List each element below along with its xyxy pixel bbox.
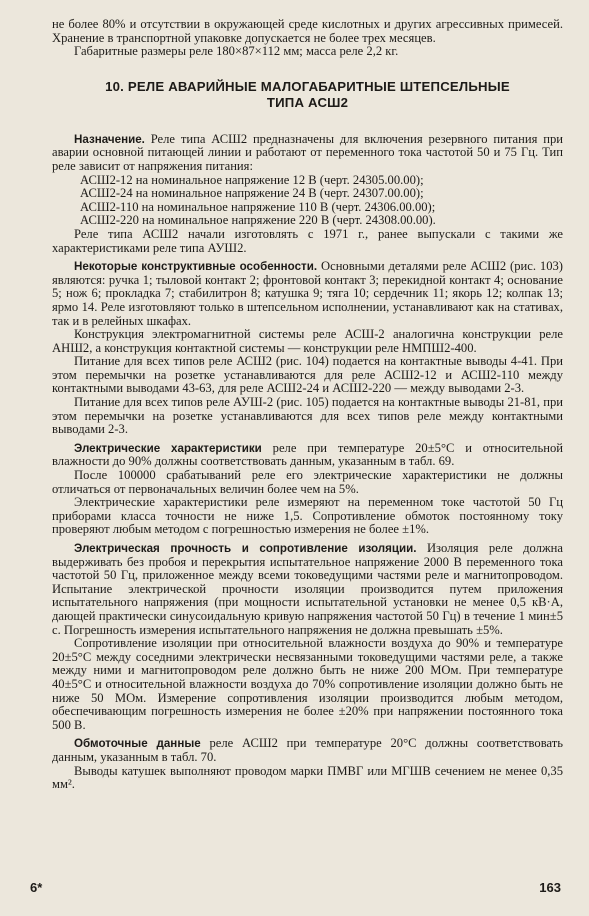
winding-p2: Выводы катушек выполняют проводом марки ПМВГ или МГШВ сечением не менее 0,35 мм². [52, 763, 563, 792]
purpose-lead: Назначение. [74, 132, 145, 146]
design-p4: Питание для всех типов реле АУШ-2 (рис. 105) подается на контактные выводы 21-81, при этом перемычки на розетке устанавливаются для всех типов реле между контактными выводами 2-3. [52, 395, 563, 437]
list-item: АСШ2-12 на номинальное напряжение 12 В (черт. 24305.00.00); [80, 172, 424, 187]
winding-lead: Обмоточные данные [74, 737, 201, 751]
design-paragraph [52, 260, 563, 328]
insulation-text: Изоляция реле должна выдерживать без пробоя и перекрытия испытательное напряжение 2000 В переменного тока частотой 50 Гц, приложенное между всеми токоведущими частями реле и магнитопроводом. Испытание электрической прочности изоляции производится путем приложения испытательного напряжения (при мощности испытательной установки не менее 0,5 кВ·А, дающей практически синусоидальную кривую напряжения частотой 50 Гц) в течение 1 мин±5 с. Погрешность измерения испытательного напряжения не должна превышать ±5%. [52, 541, 563, 637]
section-heading [52, 79, 563, 111]
winding-text: реле АСШ2 при температуре 20°C должны соответствовать данным, указанным в табл. 70. [52, 736, 563, 764]
list-item: АСШ2-110 на номинальное напряжение 110 В (черт. 24306.00.00); [80, 199, 436, 214]
list-item: АСШ2-220 на номинальное напряжение 220 В (черт. 24308.00.00). [80, 213, 436, 228]
design-lead: Некоторые конструктивные особенности. [74, 260, 318, 274]
signature-mark: 6* [30, 880, 43, 895]
winding-paragraph [52, 737, 563, 764]
section-heading-line2: ТИПА АСШ2 [266, 94, 349, 110]
insulation-p2: Сопротивление изоляции при относительной влажности воздуха до 90% и температуре 20±5°C между соседними электрически несвязанными токоведущими частями реле, а также между ними и магнитопроводом реле должно быть не ниже 200 МОм. При температуре 40±5°C и относительной влажности воздуха до 70% сопротивление изоляции должно быть не ниже 50 МОм. Измерение сопротивления изоляции производится любым методом, обеспечивающим погрешность измерения не более ±20% при напряжении постоянного тока 500 В. [52, 636, 563, 732]
intro-text: не более 80% и отсутствии в окружающей среде кислотных и других агрессивных примесей. Хранение в транспортной упаковке допускается не более трех месяцев. [52, 17, 563, 45]
electrical-paragraph [52, 442, 563, 469]
insulation-paragraph [52, 542, 563, 637]
electrical-text: реле при температуре 20±5°C и относительной влажности до 90% должны соответствовать данным, указанным в табл. 69. [52, 440, 563, 469]
page-number: 163 [539, 880, 561, 895]
purpose-after-text: Реле типа АСШ2 начали изготовлять с 1971 г., ранее выпускали с такими же характеристиками реле типа АУШ2. [52, 226, 563, 255]
list-item: АСШ2-24 на номинальное напряжение 24 В (черт. 24307.00.00); [80, 186, 424, 201]
design-p2: Конструкция электромагнитной системы реле АСШ-2 аналогична конструкции реле АНШ2, а конструкция контактной системы — конструкции реле НМПШ2-400. [52, 327, 563, 355]
insulation-lead: Электрическая прочность и сопротивление изоляции. [74, 542, 417, 555]
relay-type-list [52, 174, 563, 228]
purpose-paragraph [52, 133, 563, 174]
page-footer [0, 880, 589, 900]
dimensions-text: Габаритные размеры реле 180×87×112 мм; масса реле 2,2 кг. [74, 44, 399, 59]
section-heading-line1: 10. РЕЛЕ АВАРИЙНЫЕ МАЛОГАБАРИТНЫЕ ШТЕПСЕЛЬНЫЕ [105, 78, 510, 94]
electrical-p2: После 100000 срабатываний реле его электрические характеристики не должны отличаться от первоначальных величин более чем на 5%. [52, 468, 563, 496]
purpose-text: Реле типа АСШ2 предназначены для включения резервного питания при аварии основной питающей линии и работают от переменного тока частотой 50 и 75 Гц. Тип реле зависит от напряжения питания: [52, 131, 563, 173]
design-p3: Питание для всех типов реле АСШ2 (рис. 104) подается на контактные выводы 4-41. При этом перемычки на розетке устанавливаются для реле АСШ2-12 и АСШ2-110 между контактными выводами 43-63, для реле АСШ2-24 и АСШ2-220 — между выводами 2-3. [52, 354, 563, 396]
electrical-lead: Электрические характеристики [74, 441, 262, 455]
design-text: Основными деталями реле АСШ2 (рис. 103) являются: ручка 1; тыловой контакт 2; фронтовой контакт 3; перекидной контакт 4; основание 5; нож 6; прокладка 7; стабилитрон 8; катушка 9; тяга 10; сердечник 11; якорь 12; колпак 13; ярмо 14. Реле изготовляют только в штепсельном исполнении, устанавливают как на стативах, так и в релейных шкафах. [52, 259, 564, 328]
electrical-p3: Электрические характеристики реле измеряют на переменном токе частотой 50 Гц приборами класса точности не ниже 1,5. Сопротивление обмоток постоянному току проверяют любым методом с погрешностью измерения не более ±1%. [52, 495, 563, 537]
